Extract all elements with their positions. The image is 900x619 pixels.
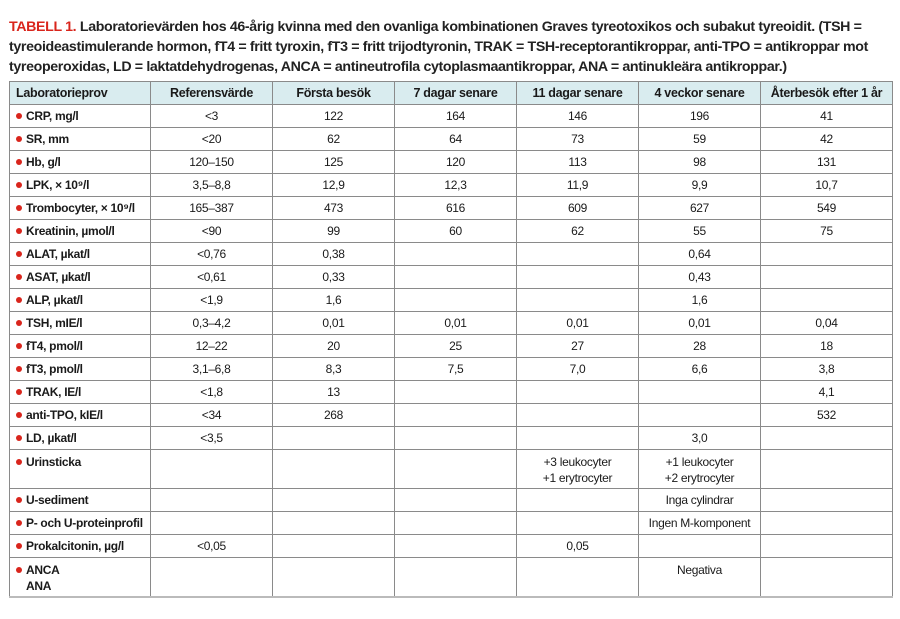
value-cell — [151, 489, 273, 512]
row-label-cell — [10, 243, 151, 266]
cell-value: +3 leukocyter +1 erytrocyter — [542, 455, 613, 485]
cell-value: 120 — [445, 155, 466, 169]
cell-value: <34 — [201, 408, 222, 422]
value-cell — [151, 243, 273, 266]
value-cell — [761, 427, 893, 450]
cell-value: 627 — [689, 201, 710, 215]
row-label-cell — [10, 512, 151, 535]
value-cell — [395, 197, 517, 220]
value-cell — [151, 128, 273, 151]
row-label: ASAT, µkat/l — [26, 270, 91, 284]
cell-value: 113 — [568, 155, 587, 169]
value-cell — [273, 512, 395, 535]
cell-value: 616 — [445, 201, 466, 215]
column-header: Laboratorieprov — [10, 82, 151, 105]
bullet-icon — [16, 459, 22, 465]
cell-value: 12,3 — [444, 178, 467, 192]
row-label: ALP, µkat/l — [26, 293, 83, 307]
bullet-icon — [16, 497, 22, 503]
cell-value: 62 — [571, 224, 584, 238]
cell-value: 0,38 — [322, 247, 345, 261]
value-cell — [151, 335, 273, 358]
value-cell — [639, 512, 761, 535]
row-label-cell — [10, 151, 151, 174]
value-cell — [273, 335, 395, 358]
bullet-icon — [16, 435, 22, 441]
value-cell — [761, 381, 893, 404]
row-label-cell — [10, 335, 151, 358]
value-cell — [761, 243, 893, 266]
value-cell — [395, 358, 517, 381]
cell-value: 0,01 — [688, 316, 711, 330]
row-label: U-sediment — [26, 493, 89, 507]
value-cell — [151, 266, 273, 289]
cell-value: 196 — [689, 109, 710, 123]
table-row — [10, 105, 893, 128]
value-cell — [273, 312, 395, 335]
value-cell — [273, 197, 395, 220]
cell-value: 120–150 — [189, 155, 234, 169]
cell-value: 41 — [820, 109, 833, 123]
row-label: Trombocyter, × 10⁹/l — [26, 201, 135, 215]
cell-value: 125 — [323, 155, 344, 169]
cell-value: <90 — [201, 224, 222, 238]
row-label-cell — [10, 535, 151, 558]
value-cell — [151, 105, 273, 128]
value-cell — [273, 427, 395, 450]
table-row — [10, 312, 893, 335]
row-label-cell — [10, 427, 151, 450]
value-cell — [151, 427, 273, 450]
value-cell — [517, 358, 639, 381]
value-cell — [639, 312, 761, 335]
value-cell — [151, 151, 273, 174]
cell-value: 165–387 — [189, 201, 234, 215]
table-row — [10, 197, 893, 220]
cell-value: 13 — [327, 385, 340, 399]
cell-value: 42 — [820, 132, 833, 146]
value-cell — [273, 266, 395, 289]
value-cell — [517, 266, 639, 289]
bullet-icon — [16, 389, 22, 395]
cell-value: 122 — [323, 109, 344, 123]
value-cell — [273, 289, 395, 312]
value-cell — [151, 558, 273, 598]
value-cell — [273, 404, 395, 427]
row-label-cell — [10, 558, 151, 598]
value-cell — [395, 535, 517, 558]
bullet-icon — [16, 251, 22, 257]
value-cell — [761, 151, 893, 174]
row-label: fT3, pmol/l — [26, 362, 83, 376]
row-label: ALAT, µkat/l — [26, 247, 90, 261]
bullet-icon — [16, 520, 22, 526]
value-cell — [273, 174, 395, 197]
value-cell — [517, 105, 639, 128]
cell-value: <20 — [201, 132, 222, 146]
cell-value: Negativa — [677, 563, 722, 577]
value-cell — [639, 266, 761, 289]
value-cell — [517, 427, 639, 450]
caption-text: Laboratorievärden hos 46-årig kvinna med den ovanliga kombinationen Graves tyreotoxikos och subakut tyreoidit. (TSH = tyreoideastimulerande hormon, fT4 = fritt tyroxin, fT3 = fritt trijodtyronin, TRAK = TSH-receptorantikroppar, anti-TPO = antikroppar mot tyreoperoxidas, LD = laktatdehydrogenas, ANCA = antineutrofila cytoplasmaantikroppar, ANA = antinukleära antikroppar.) — [9, 19, 868, 75]
value-cell — [761, 558, 893, 598]
value-cell — [517, 381, 639, 404]
cell-value: 10,7 — [815, 178, 838, 192]
value-cell — [151, 512, 273, 535]
bullet-icon — [16, 320, 22, 326]
value-cell — [517, 197, 639, 220]
value-cell — [639, 381, 761, 404]
cell-value: <3 — [204, 109, 219, 123]
value-cell — [761, 289, 893, 312]
cell-value: 11,9 — [566, 178, 589, 192]
cell-value: 7,0 — [569, 362, 586, 376]
cell-value: 27 — [571, 339, 584, 353]
cell-value: 18 — [820, 339, 833, 353]
value-cell — [639, 289, 761, 312]
value-cell — [151, 535, 273, 558]
cell-value: 0,05 — [566, 539, 589, 553]
row-label: CRP, mg/l — [26, 109, 79, 123]
value-cell — [395, 335, 517, 358]
table-row — [10, 266, 893, 289]
cell-value: 7,5 — [447, 362, 464, 376]
cell-value: <3,5 — [200, 431, 223, 445]
row-label: LPK, × 10⁹/l — [26, 178, 90, 192]
row-label: ANCA ANA — [26, 563, 60, 593]
value-cell — [639, 450, 761, 489]
row-label: fT4, pmol/l — [26, 339, 83, 353]
cell-value: 6,6 — [691, 362, 708, 376]
bullet-icon — [16, 366, 22, 372]
value-cell — [273, 151, 395, 174]
row-label-cell — [10, 266, 151, 289]
value-cell — [151, 450, 273, 489]
bullet-icon — [16, 136, 22, 142]
cell-value: 4,1 — [818, 385, 835, 399]
column-header: Referensvärde — [151, 82, 273, 105]
table-row — [10, 381, 893, 404]
value-cell — [761, 312, 893, 335]
table-row — [10, 335, 893, 358]
row-label-cell — [10, 489, 151, 512]
row-label: anti-TPO, kIE/l — [26, 408, 103, 422]
cell-value: 0,04 — [815, 316, 838, 330]
cell-value: 55 — [693, 224, 706, 238]
table-row — [10, 128, 893, 151]
value-cell — [761, 335, 893, 358]
row-label-cell — [10, 289, 151, 312]
cell-value: 0,01 — [566, 316, 589, 330]
cell-value: 268 — [323, 408, 344, 422]
bullet-icon — [16, 543, 22, 549]
value-cell — [761, 128, 893, 151]
value-cell — [395, 381, 517, 404]
value-cell — [639, 558, 761, 598]
bullet-icon — [16, 228, 22, 234]
row-label-cell — [10, 381, 151, 404]
table-row — [10, 489, 893, 512]
value-cell — [395, 489, 517, 512]
value-cell — [761, 450, 893, 489]
cell-value: 0,64 — [688, 247, 711, 261]
value-cell — [395, 151, 517, 174]
table-row — [10, 220, 893, 243]
value-cell — [395, 243, 517, 266]
value-cell — [761, 197, 893, 220]
cell-value: 532 — [816, 408, 837, 422]
row-label: Urinsticka — [26, 455, 82, 469]
cell-value: 8,3 — [325, 362, 342, 376]
cell-value: 25 — [449, 339, 462, 353]
column-header: 7 dagar senare — [395, 82, 517, 105]
value-cell — [273, 558, 395, 598]
row-label-cell — [10, 128, 151, 151]
value-cell — [273, 535, 395, 558]
table-row — [10, 289, 893, 312]
value-cell — [761, 535, 893, 558]
bullet-icon — [16, 297, 22, 303]
row-label-cell — [10, 174, 151, 197]
cell-value: 99 — [327, 224, 340, 238]
value-cell — [151, 289, 273, 312]
cell-value: 0,01 — [444, 316, 467, 330]
cell-value: 549 — [816, 201, 837, 215]
value-cell — [395, 105, 517, 128]
value-cell — [273, 450, 395, 489]
value-cell — [761, 512, 893, 535]
value-cell — [761, 220, 893, 243]
row-label-cell — [10, 450, 151, 489]
cell-value: 0,33 — [322, 270, 345, 284]
value-cell — [761, 174, 893, 197]
cell-value: <0,61 — [197, 270, 226, 284]
row-label: P- och U-proteinprofil — [26, 516, 143, 530]
cell-value: 20 — [327, 339, 340, 353]
value-cell — [517, 151, 639, 174]
column-header: 11 dagar senare — [517, 82, 639, 105]
value-cell — [151, 381, 273, 404]
cell-value: 73 — [571, 132, 584, 146]
row-label-cell — [10, 197, 151, 220]
value-cell — [273, 489, 395, 512]
value-cell — [517, 535, 639, 558]
row-label: TRAK, IE/l — [26, 385, 82, 399]
cell-value: 0,43 — [688, 270, 711, 284]
row-label-cell — [10, 105, 151, 128]
value-cell — [639, 174, 761, 197]
column-header: Första besök — [273, 82, 395, 105]
bullet-icon — [16, 113, 22, 119]
cell-value: 3,0 — [691, 431, 708, 445]
bullet-icon — [16, 182, 22, 188]
cell-value: 12–22 — [195, 339, 228, 353]
value-cell — [639, 105, 761, 128]
value-cell — [395, 427, 517, 450]
row-label: LD, µkat/l — [26, 431, 77, 445]
cell-value: 1,6 — [325, 293, 342, 307]
value-cell — [761, 489, 893, 512]
value-cell — [639, 404, 761, 427]
row-label: Hb, g/l — [26, 155, 61, 169]
value-cell — [395, 289, 517, 312]
value-cell — [151, 220, 273, 243]
bullet-icon — [16, 159, 22, 165]
value-cell — [395, 174, 517, 197]
value-cell — [395, 220, 517, 243]
cell-value: 131 — [816, 155, 837, 169]
value-cell — [395, 266, 517, 289]
cell-value: 146 — [567, 109, 588, 123]
cell-value: 3,1–6,8 — [192, 362, 231, 376]
value-cell — [151, 174, 273, 197]
value-cell — [639, 535, 761, 558]
value-cell — [517, 404, 639, 427]
value-cell — [395, 450, 517, 489]
value-cell — [761, 105, 893, 128]
value-cell — [517, 489, 639, 512]
value-cell — [517, 450, 639, 489]
cell-value: 75 — [820, 224, 833, 238]
bullet-icon — [16, 412, 22, 418]
value-cell — [395, 312, 517, 335]
table-row — [10, 174, 893, 197]
cell-value: 1,6 — [691, 293, 708, 307]
value-cell — [395, 512, 517, 535]
value-cell — [151, 197, 273, 220]
value-cell — [273, 358, 395, 381]
table-caption — [9, 17, 891, 77]
value-cell — [273, 220, 395, 243]
value-cell — [273, 105, 395, 128]
cell-value: +1 leukocyter +2 erytrocyter — [664, 455, 735, 485]
cell-value: 609 — [567, 201, 588, 215]
value-cell — [639, 220, 761, 243]
table-row — [10, 151, 893, 174]
table-row — [10, 404, 893, 427]
value-cell — [761, 404, 893, 427]
cell-value: 12,9 — [322, 178, 345, 192]
value-cell — [273, 243, 395, 266]
value-cell — [517, 220, 639, 243]
caption-label: TABELL 1. — [9, 19, 77, 35]
value-cell — [639, 151, 761, 174]
cell-value: Ingen M-komponent — [648, 516, 751, 530]
value-cell — [761, 266, 893, 289]
bullet-icon — [16, 205, 22, 211]
table-row — [10, 427, 893, 450]
value-cell — [395, 404, 517, 427]
value-cell — [517, 243, 639, 266]
cell-value: 9,9 — [691, 178, 708, 192]
value-cell — [639, 197, 761, 220]
cell-value: <0,05 — [197, 539, 226, 553]
value-cell — [517, 289, 639, 312]
cell-value: <0,76 — [197, 247, 226, 261]
cell-value: 473 — [323, 201, 344, 215]
value-cell — [517, 512, 639, 535]
value-cell — [151, 312, 273, 335]
row-label: SR, mm — [26, 132, 69, 146]
cell-value: 28 — [693, 339, 706, 353]
cell-value: 62 — [327, 132, 340, 146]
cell-value: 64 — [449, 132, 462, 146]
table-row — [10, 450, 893, 489]
value-cell — [517, 174, 639, 197]
value-cell — [151, 358, 273, 381]
cell-value: 60 — [449, 224, 462, 238]
table-row — [10, 243, 893, 266]
cell-value: 59 — [693, 132, 706, 146]
row-label-cell — [10, 358, 151, 381]
value-cell — [151, 404, 273, 427]
value-cell — [517, 335, 639, 358]
bullet-icon — [16, 274, 22, 280]
table-row — [10, 535, 893, 558]
value-cell — [639, 243, 761, 266]
table-row — [10, 512, 893, 535]
value-cell — [273, 128, 395, 151]
column-header: Återbesök efter 1 år — [761, 82, 893, 105]
row-label: Prokalcitonin, µg/l — [26, 539, 124, 553]
value-cell — [517, 312, 639, 335]
value-cell — [517, 558, 639, 598]
value-cell — [639, 358, 761, 381]
value-cell — [639, 489, 761, 512]
value-cell — [639, 335, 761, 358]
lab-table — [9, 81, 893, 598]
cell-value: 0,3–4,2 — [192, 316, 231, 330]
bullet-icon — [16, 343, 22, 349]
bullet-icon — [16, 567, 22, 573]
cell-value: <1,8 — [200, 385, 223, 399]
cell-value: 3,8 — [818, 362, 835, 376]
value-cell — [639, 427, 761, 450]
cell-value: 98 — [693, 155, 706, 169]
value-cell — [761, 358, 893, 381]
cell-value: 164 — [445, 109, 466, 123]
cell-value: 3,5–8,8 — [192, 178, 231, 192]
cell-value: Inga cylindrar — [665, 493, 734, 507]
row-label: Kreatinin, µmol/l — [26, 224, 115, 238]
value-cell — [395, 558, 517, 598]
value-cell — [395, 128, 517, 151]
value-cell — [517, 128, 639, 151]
cell-value: <1,9 — [200, 293, 223, 307]
column-header: 4 veckor senare — [639, 82, 761, 105]
value-cell — [273, 381, 395, 404]
table-row — [10, 358, 893, 381]
header-row — [10, 82, 893, 105]
row-label-cell — [10, 220, 151, 243]
row-label-cell — [10, 404, 151, 427]
value-cell — [639, 128, 761, 151]
row-label: TSH, mIE/l — [26, 316, 83, 330]
cell-value: 0,01 — [322, 316, 345, 330]
table-row — [10, 558, 893, 598]
row-label-cell — [10, 312, 151, 335]
